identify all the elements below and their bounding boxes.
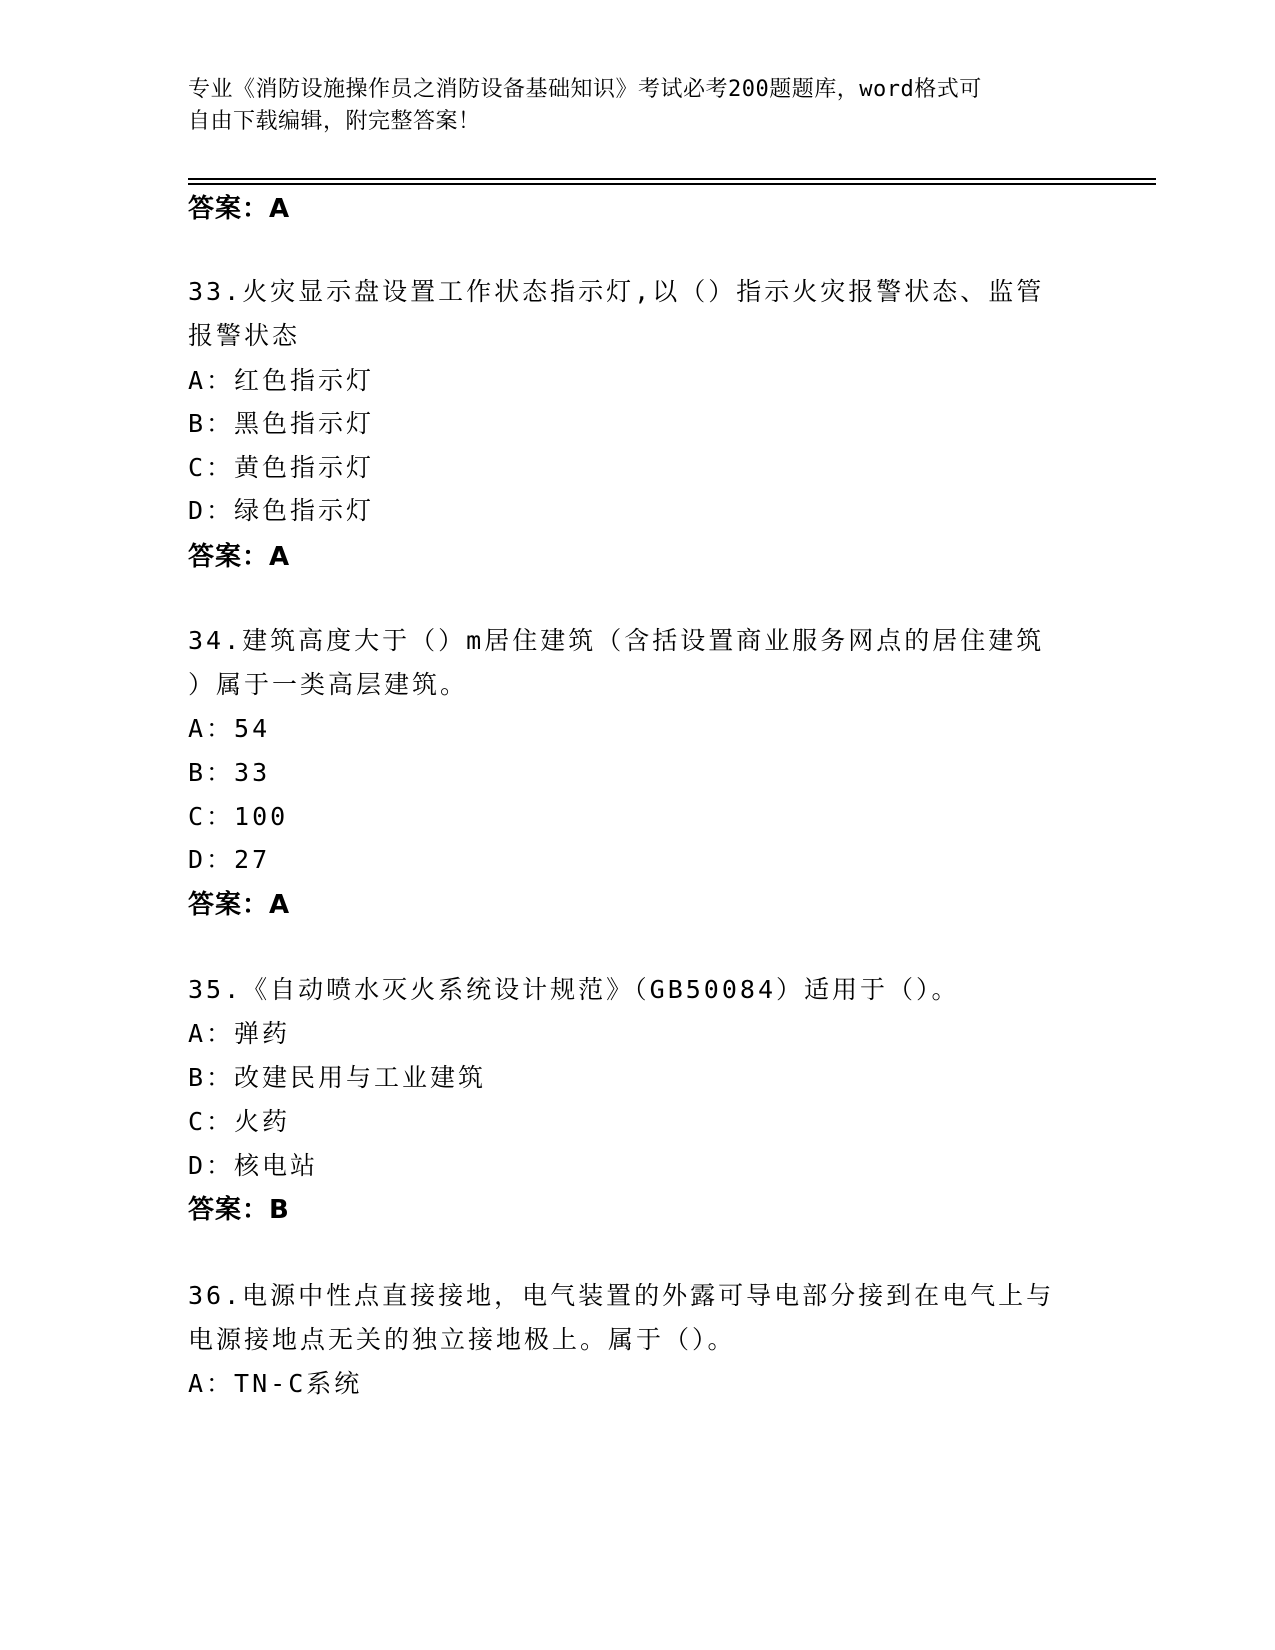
q33-option-c: C：黄色指示灯 (188, 453, 375, 482)
q35-option-b: B：改建民用与工业建筑 (188, 1063, 487, 1092)
q35-stem-line-1: 35.《自动喷水灭火系统设计规范》（GB50084）适用于（）。 (188, 975, 960, 1004)
q33-stem-line-1: 33.火灾显示盘设置工作状态指示灯,以（）指示火灾报警状态、监管 (188, 277, 1045, 306)
answer-prev: 答案：A (188, 194, 291, 224)
q35-option-a: A：弹药 (188, 1019, 291, 1048)
header-divider-top (188, 178, 1156, 180)
q33-answer: 答案：A (188, 542, 291, 572)
header-line-2: 自由下载编辑，附完整答案！ (188, 109, 481, 134)
q35-option-d: D：核电站 (188, 1151, 319, 1180)
q34-stem-line-2: ）属于一类高层建筑。 (188, 670, 469, 699)
q35-answer: 答案：B (188, 1195, 290, 1225)
q36-option-a: A：TN-C系统 (188, 1369, 363, 1398)
q34-option-a: A：54 (188, 714, 271, 743)
q33-stem-line-2: 报警状态 (188, 321, 301, 350)
q34-option-b: B：33 (188, 758, 271, 787)
q34-answer: 答案：A (188, 890, 291, 920)
q33-option-a: A：红色指示灯 (188, 366, 375, 395)
q36-stem-line-1: 36.电源中性点直接接地，电气装置的外露可导电部分接到在电气上与 (188, 1281, 1055, 1310)
document-header (188, 74, 1068, 138)
q33-option-b: B：黑色指示灯 (188, 409, 375, 438)
q34-option-c: C：100 (188, 802, 289, 831)
q33-option-d: D：绿色指示灯 (188, 496, 375, 525)
q34-option-d: D：27 (188, 845, 271, 874)
header-divider-bottom (188, 183, 1156, 185)
q35-option-c: C：火药 (188, 1107, 291, 1136)
q34-stem-line-1: 34.建筑高度大于（）m居住建筑（含括设置商业服务网点的居住建筑 (188, 626, 1045, 655)
header-line-1: 专业《消防设施操作员之消防设备基础知识》考试必考200题题库，word格式可 (188, 77, 982, 102)
q36-stem-line-2: 电源接地点无关的独立接地极上。属于（）。 (188, 1325, 736, 1354)
